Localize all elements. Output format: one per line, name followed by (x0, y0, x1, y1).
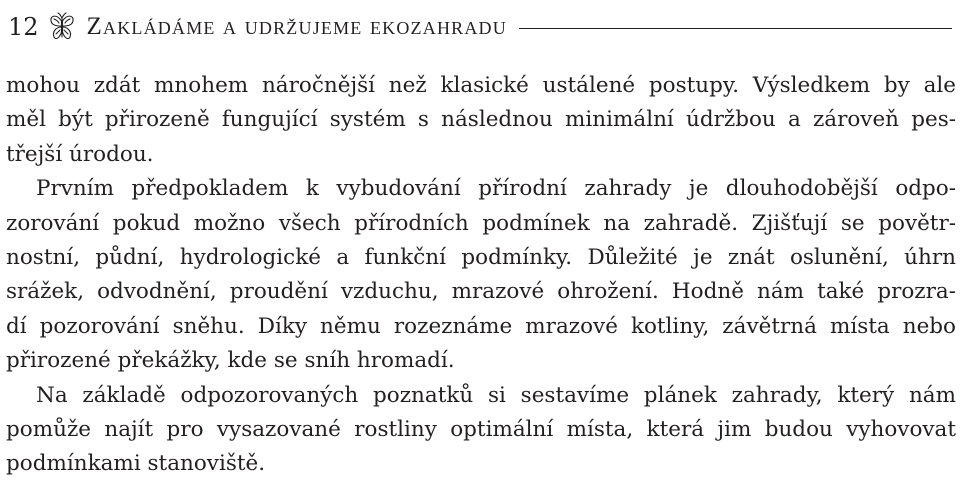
text-line: nostní, půdní, hydrologické a funkční podmínky. Důležité je znát oslunění, úhrn (6, 244, 956, 270)
text-line: měl být přirozeně fungující systém s následnou minimální údržbou a zároveň pes- (6, 107, 956, 133)
text-line: pomůže najít pro vysazované rostliny optimální místa, která jim budou vyhovovat (6, 416, 956, 442)
page-number: 12 (8, 13, 39, 41)
text-line: třejší úrodou. (6, 141, 154, 167)
text-line: mohou zdát mnohem náročnější než klasické ustálené postupy. Výsledkem by ale (6, 73, 956, 98)
text-line: srážek, odvodnění, proudění vzduchu, mrazové ohrožení. Hodně nám také prozra- (6, 279, 956, 305)
body-text (6, 69, 956, 482)
text-line: dí pozorování sněhu. Díky němu rozeznáme mrazové kotliny, závětrná místa nebo (6, 313, 956, 339)
running-header (8, 12, 952, 42)
butterfly-icon (49, 12, 75, 42)
text-line: Na základě odpozorovaných poznatků si sestavíme plánek zahrady, který nám (36, 382, 956, 408)
text-line: přirozené překážky, kde se sníh hromadí. (6, 348, 455, 374)
text-line: Prvním předpokladem k vybudování přírodní zahrady je dlouhodobější odpo- (36, 176, 956, 202)
text-line: podmínkami stanoviště. (6, 451, 266, 477)
text-line: zorování pokud možno všech přírodních podmínek na zahradě. Zjišťují se povětr- (6, 210, 956, 236)
running-title: Zakládáme a udržujeme ekozahradu (86, 13, 507, 40)
header-rule (519, 28, 952, 29)
